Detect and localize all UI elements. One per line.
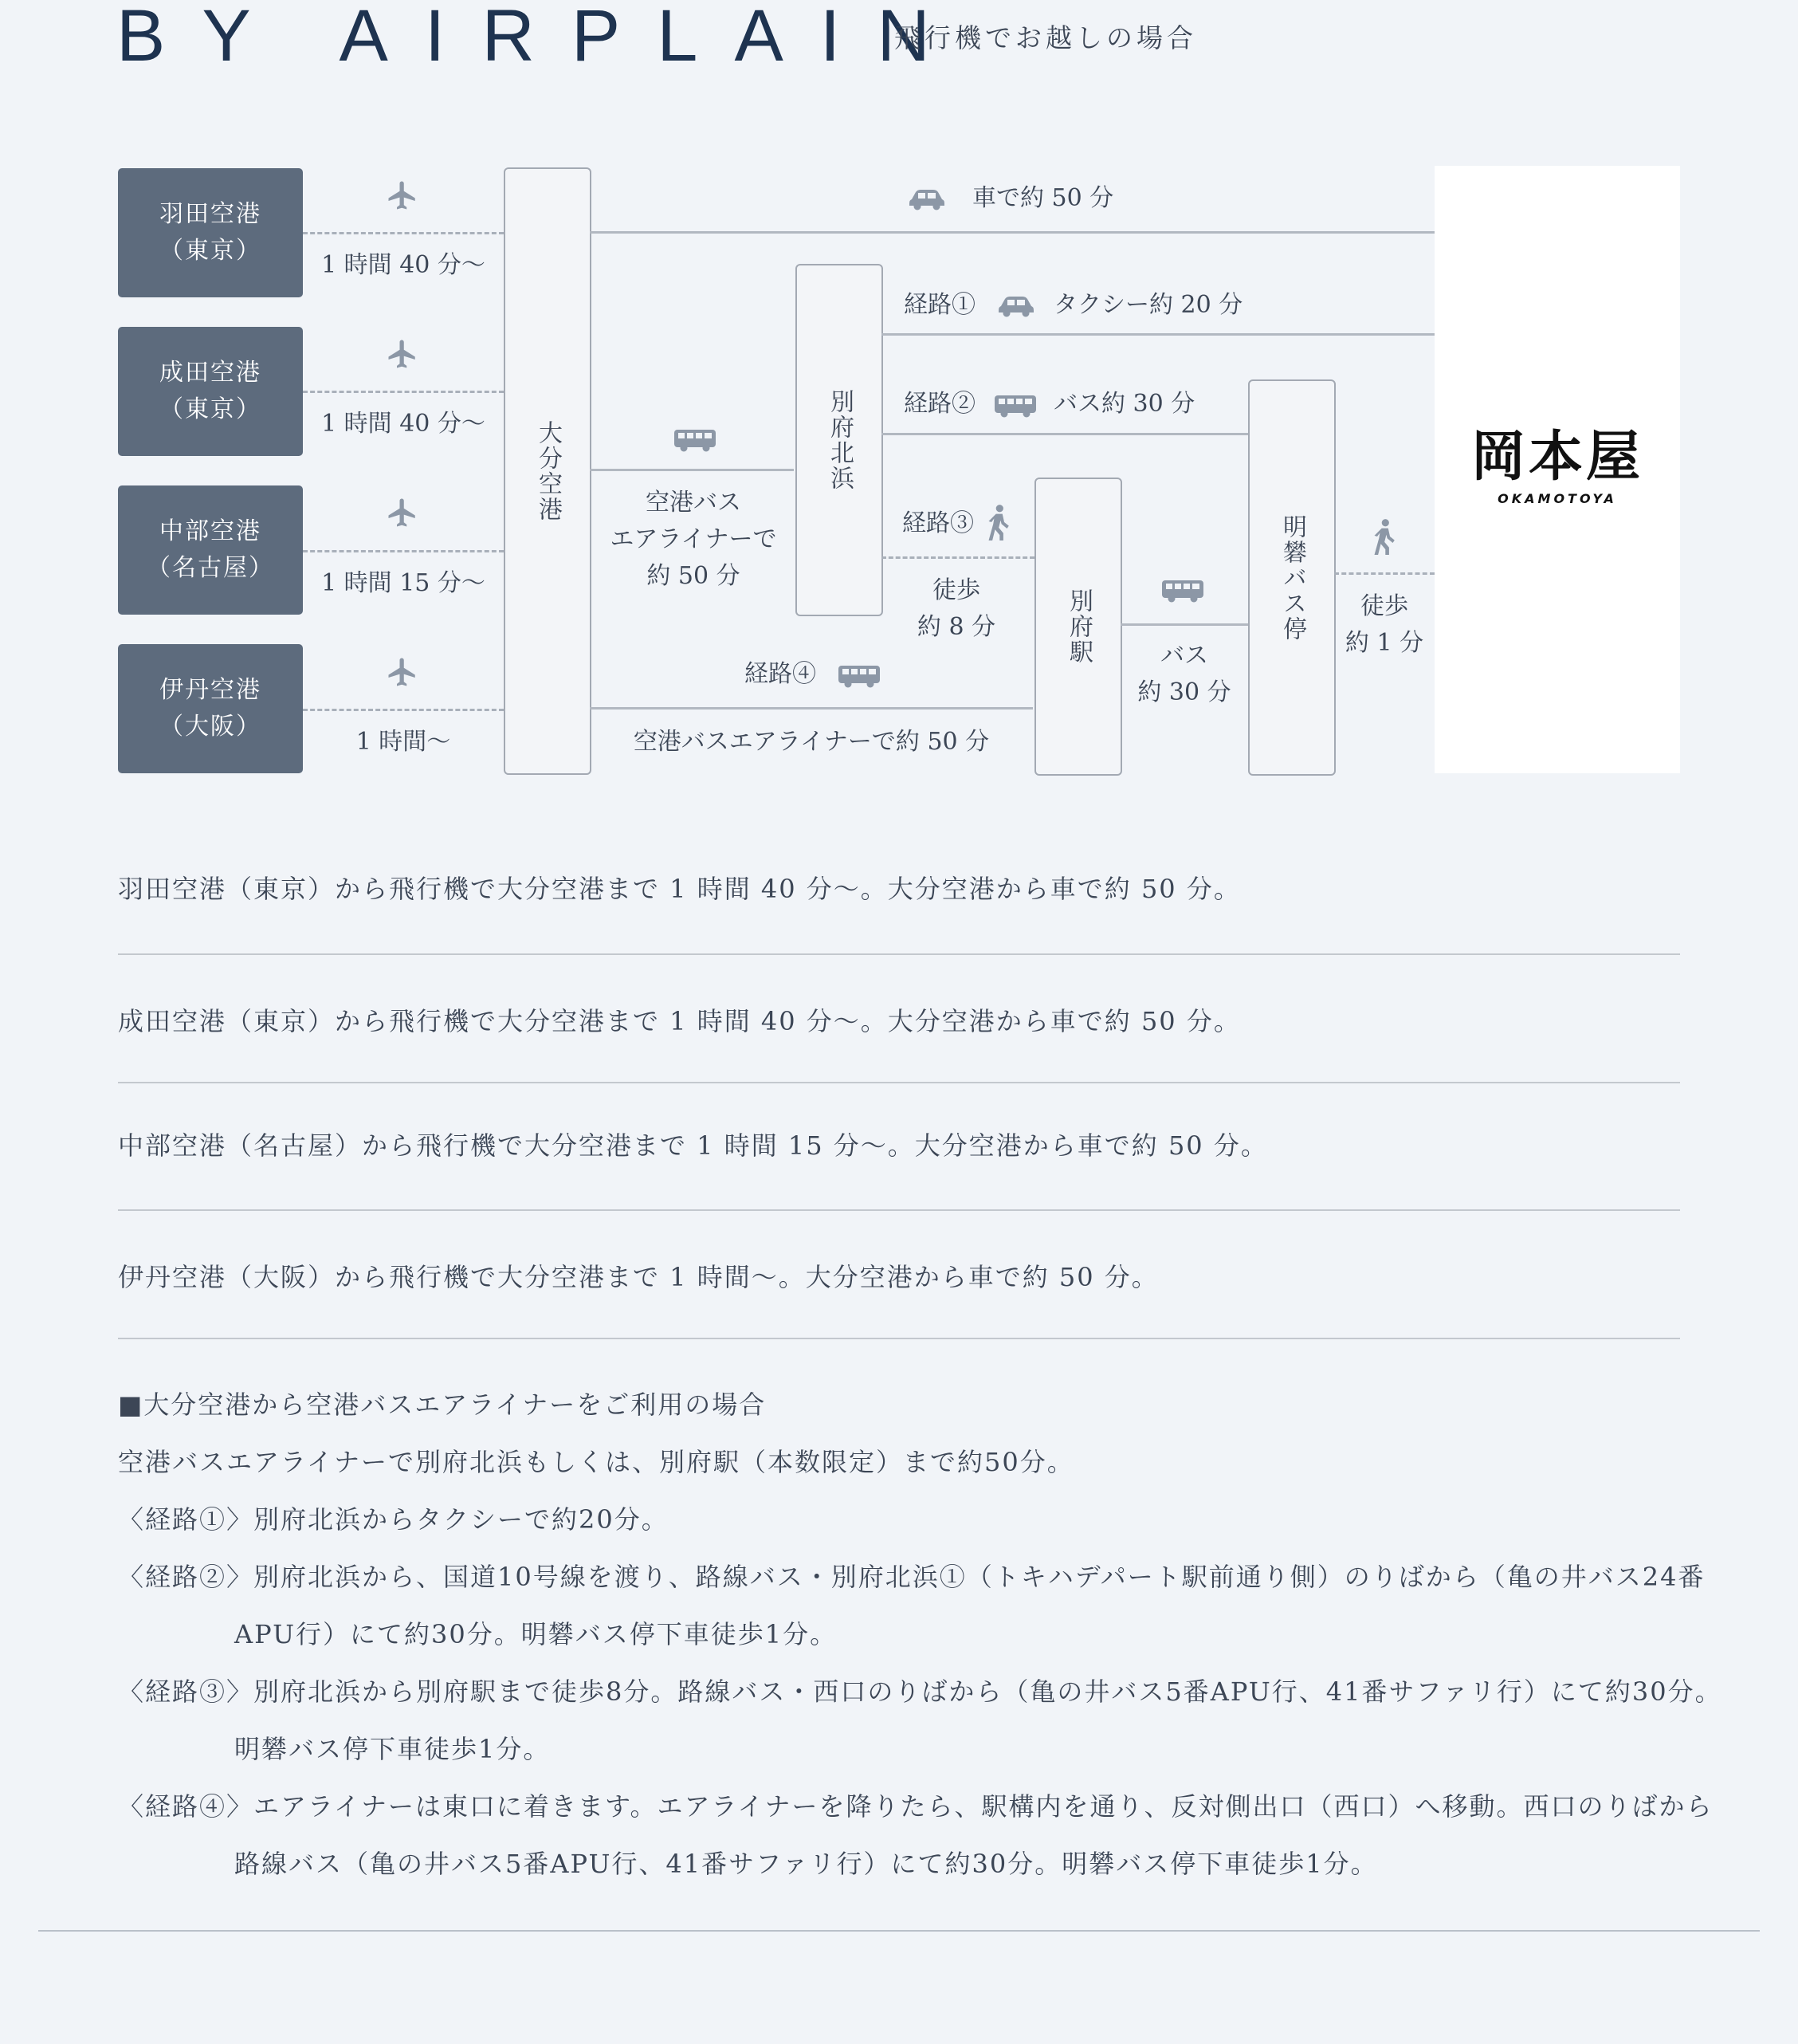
route2-line bbox=[881, 433, 1248, 435]
flight-line bbox=[303, 550, 504, 552]
summary-haneda: 羽田空港（東京）から飛行機で大分空港まで 1 時間 40 分～。大分空港から車で約 50 分。 bbox=[118, 874, 1241, 904]
bus-icon bbox=[674, 428, 716, 452]
notes-intro: 空港バスエアライナーで別府北浜もしくは、別府駅（本数限定）まで約50分。 bbox=[118, 1447, 1074, 1477]
airliner-line2: エアライナーで bbox=[610, 525, 777, 553]
route4-label: 経路④ bbox=[744, 660, 816, 688]
footer-divider bbox=[38, 1930, 1760, 1932]
page-title: BY AIRPLAIN bbox=[116, 0, 967, 77]
airport-name: 成田空港 bbox=[159, 359, 261, 387]
airport-name: 中部空港 bbox=[159, 517, 261, 545]
hotel-logo-sub: OKAMOTOYA bbox=[1498, 491, 1617, 506]
route2-label: 経路② bbox=[904, 390, 976, 418]
airliner-label bbox=[593, 485, 794, 595]
flight-time: 1 時間 15 分～ bbox=[321, 569, 485, 597]
notes-route3-cont: 明礬バス停下車徒歩1分。 bbox=[234, 1734, 551, 1764]
divider bbox=[118, 1209, 1680, 1211]
beppu-kitahama-node bbox=[795, 264, 883, 616]
station-bus-label bbox=[1122, 638, 1246, 711]
notes-route2-cont: APU行）にて約30分。明礬バス停下車徒歩1分。 bbox=[234, 1619, 838, 1649]
walking-icon bbox=[987, 504, 1009, 540]
car-route-line bbox=[590, 231, 1435, 234]
route1-desc: タクシー約 20 分 bbox=[1054, 291, 1243, 319]
flight-line bbox=[303, 391, 504, 393]
route1-label: 経路① bbox=[904, 291, 976, 319]
route4-desc: 空港バスエアライナーで約 50 分 bbox=[633, 728, 990, 756]
flight-line bbox=[303, 232, 504, 234]
divider bbox=[118, 1082, 1680, 1083]
airport-region: （名古屋） bbox=[147, 554, 274, 582]
oita-airport-label: 大分空港 bbox=[534, 420, 562, 522]
route3-label: 経路③ bbox=[902, 509, 974, 537]
final-walk-line2: 約 1 分 bbox=[1345, 629, 1424, 657]
hotel-logo: 岡本屋 bbox=[1470, 425, 1643, 489]
route3-walk-line1: 徒歩 bbox=[932, 576, 980, 604]
summary-narita: 成田空港（東京）から飛行機で大分空港まで 1 時間 40 分～。大分空港から車で約 50 分。 bbox=[118, 1006, 1241, 1036]
car-icon bbox=[909, 188, 945, 210]
airplane-icon bbox=[386, 337, 419, 371]
notes-route4: 〈経路④〉エアライナーは東口に着きます。エアライナーを降りたら、駅構内を通り、反対側出口（西口）へ移動。西口のりばから bbox=[118, 1791, 1714, 1822]
route2-desc: バス約 30 分 bbox=[1054, 390, 1195, 418]
flight-time: 1 時間～ bbox=[355, 728, 451, 756]
airport-name: 羽田空港 bbox=[159, 200, 261, 228]
airplane-icon bbox=[386, 655, 419, 689]
airliner-line1: 空港バス bbox=[646, 489, 741, 517]
beppu-kitahama-label: 別府北浜 bbox=[826, 389, 854, 491]
notes-route3: 〈経路③〉別府北浜から別府駅まで徒歩8分。路線バス・西口のりばから（亀の井バス5番APU行、41番サファリ行）にて約30分。 bbox=[118, 1676, 1722, 1707]
taxi-icon bbox=[998, 295, 1034, 317]
station-bus-line bbox=[1121, 623, 1248, 626]
station-bus-line1: バス bbox=[1160, 642, 1208, 670]
route3-walk-label bbox=[901, 572, 1012, 646]
notes-route1: 〈経路①〉別府北浜からタクシーで約20分。 bbox=[118, 1504, 669, 1535]
airport-region: （東京） bbox=[159, 395, 261, 423]
bus-icon bbox=[995, 394, 1036, 418]
notes-route4-cont: 路線バス（亀の井バス5番APU行、41番サファリ行）にて約30分。明礬バス停下車徒歩1分。 bbox=[234, 1849, 1378, 1879]
flight-line bbox=[303, 709, 504, 711]
route3-walk-line2: 約 8 分 bbox=[917, 613, 996, 641]
airport-narita bbox=[118, 327, 303, 456]
notes-heading: ■大分空港から空港バスエアライナーをご利用の場合 bbox=[118, 1390, 767, 1420]
route4-line bbox=[590, 707, 1033, 710]
airliner-line3: 約 50 分 bbox=[646, 562, 740, 590]
station-bus-line2: 約 30 分 bbox=[1137, 678, 1231, 706]
bus-icon bbox=[838, 664, 880, 688]
notes-route2: 〈経路②〉別府北浜から、国道10号線を渡り、路線バス・別府北浜①（トキハデパート駅前通り側）のりばから（亀の井バス24番 bbox=[118, 1562, 1706, 1592]
divider bbox=[118, 1338, 1680, 1339]
airplane-icon bbox=[386, 496, 419, 529]
airliner-notes bbox=[118, 1376, 1722, 1893]
route1-line bbox=[881, 333, 1435, 336]
oita-airport-node bbox=[504, 167, 591, 775]
flight-time: 1 時間 40 分～ bbox=[321, 251, 485, 279]
final-walk-line1: 徒歩 bbox=[1360, 592, 1408, 620]
route3-walk-line bbox=[881, 556, 1034, 559]
myoban-bus-stop-node bbox=[1248, 379, 1336, 776]
car-route-label: 車で約 50 分 bbox=[972, 184, 1114, 212]
myoban-bus-stop-label: 明礬バス停 bbox=[1278, 513, 1306, 642]
airport-region: （大阪） bbox=[159, 713, 261, 741]
airliner-line bbox=[590, 469, 794, 471]
divider bbox=[118, 953, 1680, 955]
airport-haneda bbox=[118, 168, 303, 297]
bus-icon bbox=[1162, 579, 1203, 603]
beppu-station-node bbox=[1034, 478, 1122, 776]
final-walk-label bbox=[1334, 588, 1435, 662]
airport-name: 伊丹空港 bbox=[159, 676, 261, 704]
summary-itami: 伊丹空港（大阪）から飛行機で大分空港まで 1 時間～。大分空港から車で約 50 分。 bbox=[118, 1262, 1159, 1292]
airport-region: （東京） bbox=[159, 237, 261, 265]
walking-icon bbox=[1372, 518, 1395, 555]
hotel-panel bbox=[1435, 166, 1680, 773]
summary-chubu: 中部空港（名古屋）から飛行機で大分空港まで 1 時間 15 分～。大分空港から車で約 50 分。 bbox=[118, 1130, 1268, 1161]
airport-chubu bbox=[118, 485, 303, 615]
airport-itami bbox=[118, 644, 303, 773]
flight-time: 1 時間 40 分～ bbox=[321, 410, 485, 438]
airplane-icon bbox=[386, 179, 419, 212]
page-subtitle: 飛行機でお越しの場合 bbox=[894, 22, 1197, 53]
final-walk-line bbox=[1334, 572, 1435, 575]
beppu-station-label: 別府駅 bbox=[1065, 588, 1093, 665]
